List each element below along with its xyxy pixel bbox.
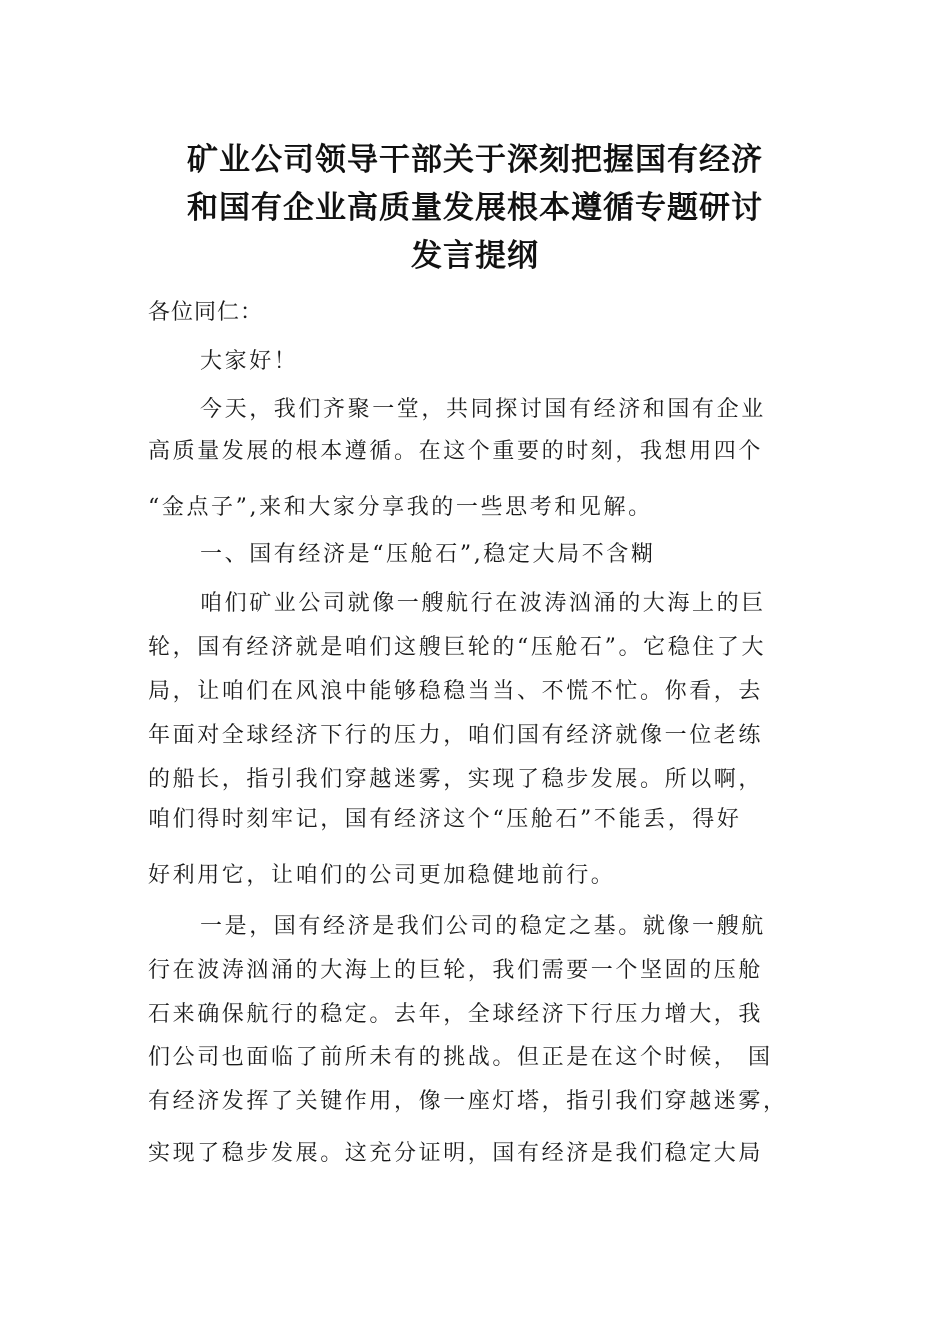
title-line: 矿业公司领导干部关于深刻把握国有经济 [187, 142, 763, 178]
paragraph-line: “金点子”,来和大家分享我的一些思考和见解。 [148, 495, 653, 520]
title-line: 和国有企业高质量发展根本遵循专题研讨 [187, 190, 763, 226]
paragraph-line: 一是，国有经济是我们公司的稳定之基。就像一艘航 [200, 914, 766, 939]
paragraph-line: 轮，国有经济就是咱们这艘巨轮的“压舱石”。它稳住了大 [148, 635, 767, 660]
document-title [0, 136, 950, 280]
paragraph-line: 们公司也面临了前所未有的挑战。但正是在这个时候， 国 [148, 1045, 773, 1070]
paragraph-line: 咱们矿业公司就像一艘航行在波涛汹涌的大海上的巨 [200, 591, 766, 616]
paragraph-line: 有经济发挥了关键作用，像一座灯塔，指引我们穿越迷雾， [148, 1089, 788, 1114]
greeting: 大家好！ [200, 349, 299, 374]
paragraph-line: 局，让咱们在风浪中能够稳稳当当、不慌不忙。你看，去 [148, 679, 764, 704]
section-heading: 一、国有经济是“压舱石”,稳定大局不含糊 [200, 542, 656, 567]
paragraph-line: 行在波涛汹涌的大海上的巨轮，我们需要一个坚固的压舱 [148, 958, 764, 983]
paragraph-line: 高质量发展的根本遵循。在这个重要的时刻，我想用四个 [148, 439, 764, 464]
paragraph-line: 今天，我们齐聚一堂，共同探讨国有经济和国有企业 [200, 397, 766, 422]
paragraph-line: 实现了稳步发展。这充分证明，国有经济是我们稳定大局 [148, 1141, 764, 1166]
paragraph-line: 咱们得时刻牢记，国有经济这个“压舱石”不能丢，得好 [148, 807, 742, 832]
paragraph-line: 好利用它，让咱们的公司更加稳健地前行。 [148, 863, 616, 888]
paragraph-line: 年面对全球经济下行的压力，咱们国有经济就像一位老练 [148, 723, 764, 748]
title-line: 发言提纲 [411, 238, 539, 274]
paragraph-line: 石来确保航行的稳定。去年，全球经济下行压力增大，我 [148, 1002, 764, 1027]
paragraph-line: 的船长，指引我们穿越迷雾，实现了稳步发展。所以啊， [148, 767, 764, 792]
salutation: 各位同仁： [148, 300, 264, 325]
